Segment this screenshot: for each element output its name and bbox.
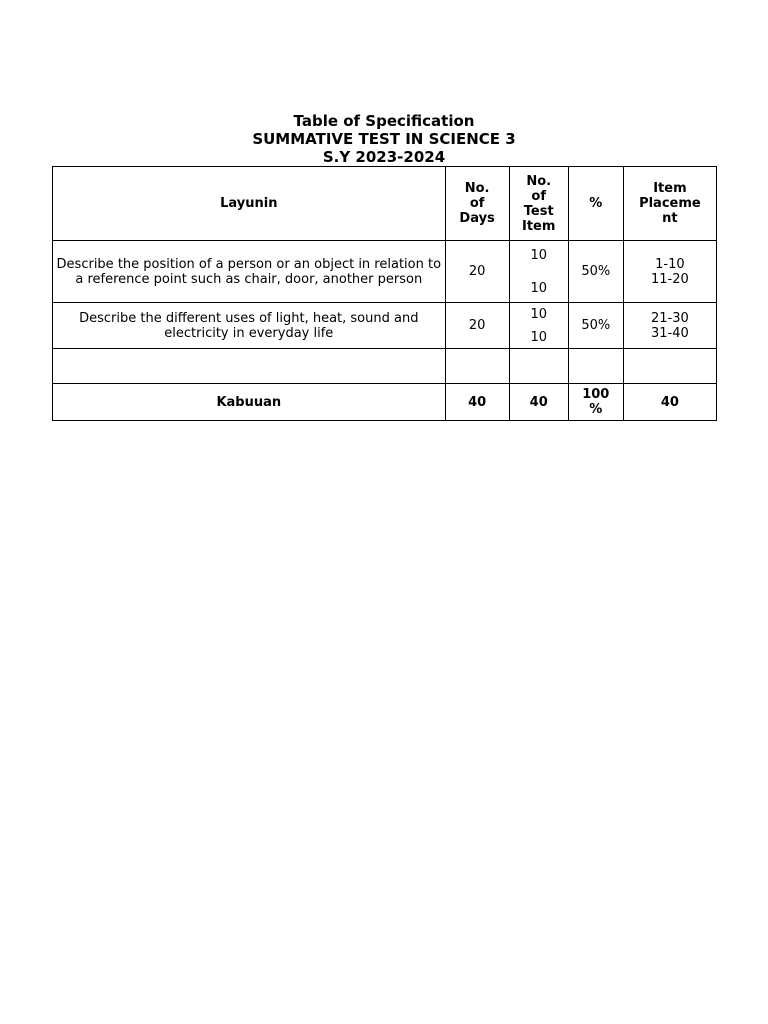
total-items: 40	[509, 384, 568, 421]
header-percent: %	[568, 167, 623, 241]
table-row	[53, 303, 717, 349]
header-objective: Layunin	[53, 167, 446, 241]
empty-cell	[568, 349, 623, 384]
table-row-empty	[53, 349, 717, 384]
table-header-row	[53, 167, 717, 241]
items-value: 10	[530, 329, 547, 345]
days-cell: 20	[445, 303, 509, 349]
header-placement-line: nt	[662, 211, 678, 226]
placement-value: 31-40	[651, 325, 689, 341]
header-items-line: No.	[526, 173, 552, 189]
placement-cell	[623, 303, 716, 349]
items-value: 10	[530, 306, 547, 322]
header-items-line: of	[531, 188, 546, 204]
total-percent-line: 100	[582, 387, 610, 402]
placement-value: 21-30	[651, 310, 689, 326]
header-days-line: No.	[464, 181, 490, 196]
total-days: 40	[445, 384, 509, 421]
header-placement	[623, 167, 716, 241]
days-cell: 20	[445, 241, 509, 303]
header-items-line: Item	[522, 218, 556, 234]
items-value: 10	[530, 247, 547, 263]
document-header	[0, 112, 768, 166]
total-label: Kabuuan	[53, 384, 446, 421]
header-test-items	[509, 167, 568, 241]
total-percent-line: %	[589, 402, 603, 417]
placement-value: 11-20	[651, 271, 689, 287]
header-days-line: of	[469, 196, 485, 211]
document-title: Table of Specification	[293, 112, 475, 130]
table-total-row	[53, 384, 717, 421]
school-year: S.Y 2023-2024	[322, 148, 446, 166]
document-subtitle: SUMMATIVE TEST IN SCIENCE 3	[252, 130, 516, 148]
header-days	[445, 167, 509, 241]
header-days-line: Days	[459, 211, 495, 226]
placement-value: 1-10	[655, 256, 685, 272]
header-placement-line: Placeme	[639, 196, 701, 211]
objective-cell: Describe the different uses of light, heat, sound and electricity in everyday life	[53, 303, 446, 349]
objective-cell: Describe the position of a person or an object in relation to a reference point such as chair, door, another person	[53, 241, 446, 303]
total-percent	[568, 384, 623, 421]
specification-table	[52, 166, 717, 421]
total-placement: 40	[623, 384, 716, 421]
empty-cell	[509, 349, 568, 384]
empty-cell	[53, 349, 446, 384]
header-placement-line: Item	[653, 181, 687, 196]
items-cell	[509, 241, 568, 303]
header-items-line: Test	[523, 203, 554, 219]
items-value: 10	[530, 280, 547, 296]
table-row	[53, 241, 717, 303]
placement-cell	[623, 241, 716, 303]
empty-cell	[623, 349, 716, 384]
items-cell	[509, 303, 568, 349]
percent-cell: 50%	[568, 241, 623, 303]
empty-cell	[445, 349, 509, 384]
percent-cell: 50%	[568, 303, 623, 349]
